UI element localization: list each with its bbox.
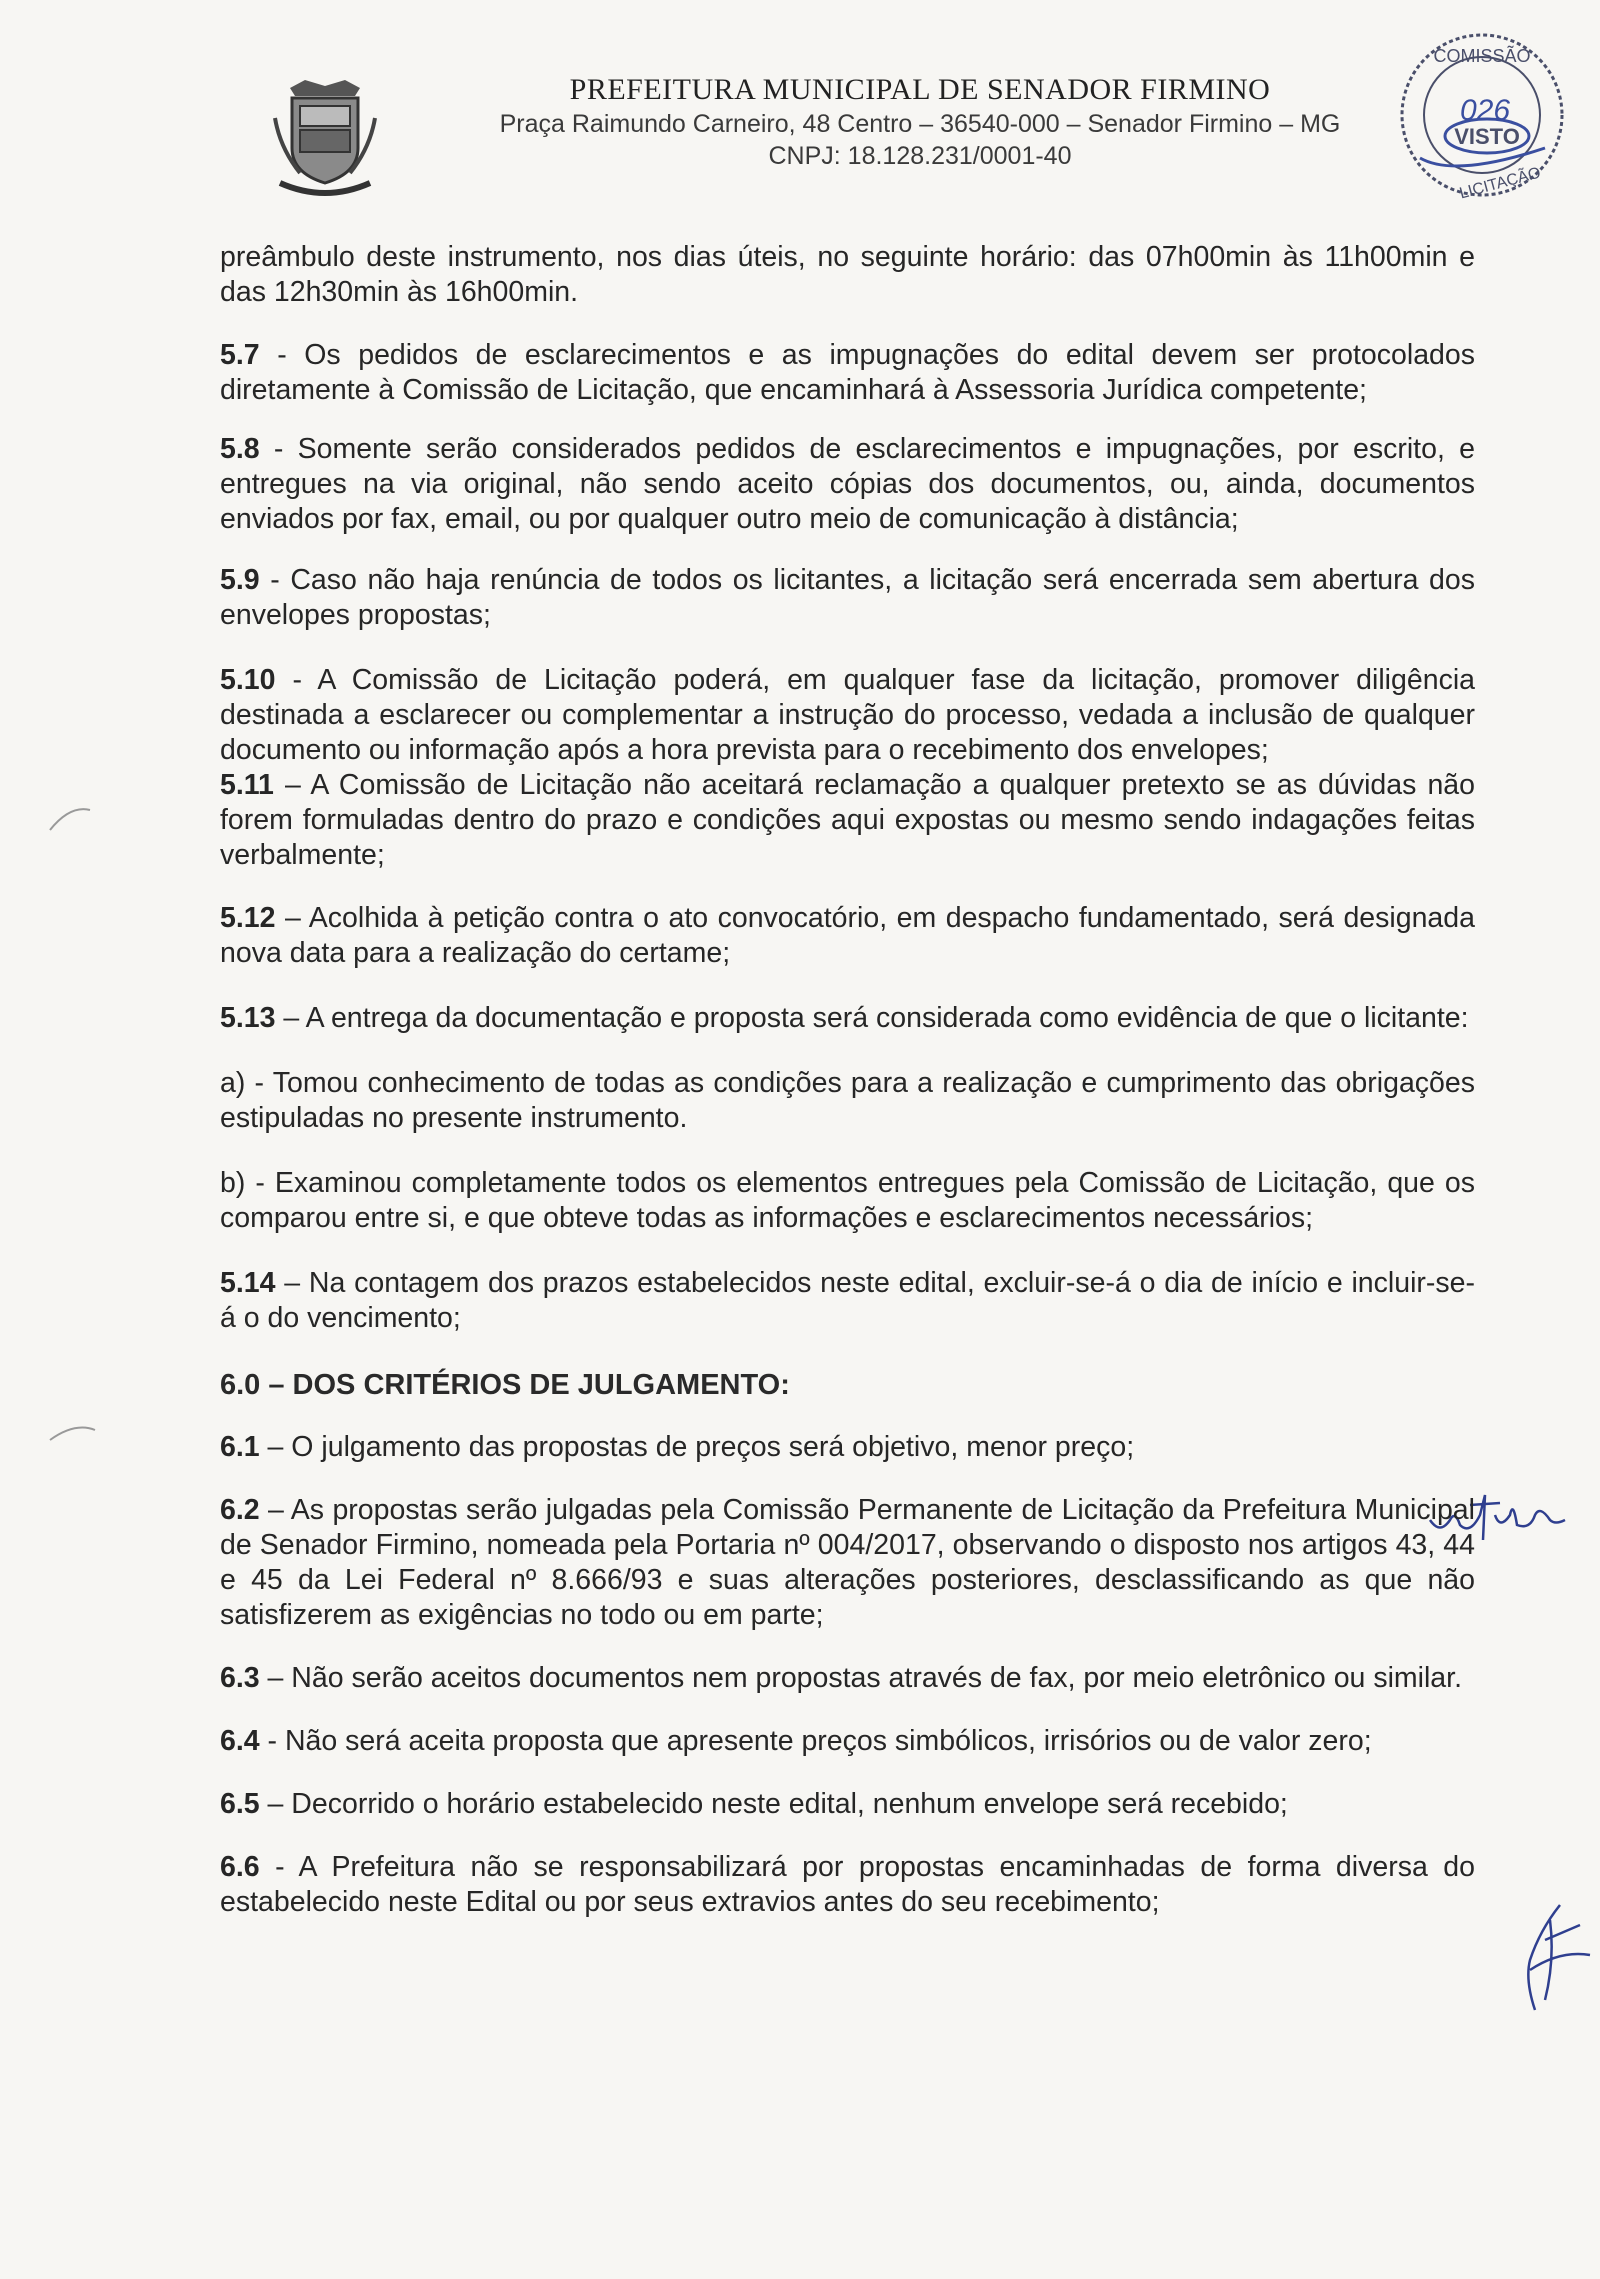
clause-number: 5.8: [220, 433, 260, 465]
clause-number: 5.9: [220, 564, 260, 596]
clause-6-5: [220, 1787, 1475, 1822]
clause-5-8: [220, 432, 1475, 537]
svg-text:VISTO: VISTO: [1454, 124, 1520, 149]
clause-number: 5.10: [220, 664, 276, 696]
clause-5-10: [220, 663, 1475, 768]
clause-text: b) - Examinou completamente todos os elementos entregues pela Comissão de Licitação, que os comparou entre si, e que obteve todas as informações e esclarecimentos necessários;: [220, 1167, 1475, 1234]
organization-name: PREFEITURA MUNICIPAL DE SENADOR FIRMINO: [569, 73, 1271, 106]
clause-text: - Caso não haja renúncia de todos os licitantes, a licitação será encerrada sem abertura dos envelopes propostas;: [220, 564, 1475, 631]
clause-text: - Somente serão considerados pedidos de esclarecimentos e impugnações, por escrito, e entregues na via original, não sendo aceito cópias dos documentos, ou, ainda, documentos enviados por fax, email, ou por qualquer outro meio de comunicação à distância;: [220, 433, 1475, 535]
organization-cnpj: CNPJ: 18.128.231/0001-40: [768, 142, 1072, 170]
margin-mark: [40, 800, 100, 840]
margin-mark: [40, 1420, 100, 1450]
clause-number: 5.12: [220, 902, 276, 934]
clause-number: 5.13: [220, 1002, 276, 1034]
clause-number: 5.7: [220, 339, 260, 371]
handwritten-signature: [1500, 1900, 1595, 2020]
clause-number: 5.14: [220, 1267, 276, 1299]
clause-number: 6.4: [220, 1725, 260, 1757]
municipal-crest-icon: [270, 78, 380, 198]
clause-number: 5.11: [220, 769, 274, 801]
svg-text:COMISSÃO: COMISSÃO: [1433, 46, 1531, 66]
clause-6-1: [220, 1430, 1475, 1465]
document-body: [220, 240, 1475, 1920]
commission-stamp: [1395, 28, 1570, 203]
svg-text:LICITAÇÃO: LICITAÇÃO: [1457, 164, 1543, 203]
subitem-a: [220, 1066, 1475, 1136]
clause-text: - A Prefeitura não se responsabilizará por propostas encaminhadas de forma diversa do estabelecido neste Edital ou por seus extravios antes do seu recebimento;: [220, 1851, 1475, 1918]
clause-text: – Não serão aceitos documentos nem propostas através de fax, por meio eletrônico ou similar.: [259, 1662, 1462, 1694]
clause-text: a) - Tomou conhecimento de todas as condições para a realização e cumprimento das obrigações estipuladas no presente instrumento.: [220, 1067, 1475, 1134]
clause-6-3: [220, 1661, 1475, 1696]
clause-number: 6.5: [220, 1788, 260, 1820]
paragraph-preamble: [220, 240, 1475, 310]
svg-text:026: 026: [1459, 94, 1511, 127]
clause-text: – Decorrido o horário estabelecido neste edital, nenhum envelope será recebido;: [259, 1788, 1288, 1820]
clause-5-7: [220, 338, 1475, 408]
clause-number: 6.2: [220, 1494, 260, 1526]
clause-5-14: [220, 1266, 1475, 1336]
clause-number: 6.6: [220, 1851, 260, 1883]
clause-6-4: [220, 1724, 1475, 1759]
clause-5-11: [220, 768, 1475, 873]
clause-number: 6.1: [220, 1431, 260, 1463]
clause-text: – Acolhida à petição contra o ato convocatório, em despacho fundamentado, será designada nova data para a realização do certame;: [220, 902, 1475, 969]
clause-text: - A Comissão de Licitação poderá, em qualquer fase da licitação, promover diligência destinada a esclarecer ou complementar a instrução do processo, vedada a inclusão de qualquer documento ou informação após a hora prevista para o recebimento dos envelopes;: [220, 664, 1475, 766]
clause-6-2: [220, 1493, 1475, 1633]
clause-text: – A entrega da documentação e proposta será considerada como evidência de que o licitante:: [275, 1002, 1469, 1034]
section-title: 6.0 – DOS CRITÉRIOS DE JULGAMENTO:: [220, 1369, 790, 1401]
clause-number: 6.3: [220, 1662, 260, 1694]
subitem-b: [220, 1166, 1475, 1236]
clause-5-13: [220, 1001, 1475, 1036]
clause-text: - Os pedidos de esclarecimentos e as impugnações do edital devem ser protocolados diretamente à Comissão de Licitação, que encaminhará à Assessoria Jurídica competente;: [220, 339, 1475, 406]
letterhead: [430, 72, 1410, 172]
clause-text: – O julgamento das propostas de preços será objetivo, menor preço;: [259, 1431, 1135, 1463]
clause-6-6: [220, 1850, 1475, 1920]
paragraph-text: preâmbulo deste instrumento, nos dias úteis, no seguinte horário: das 07h00min às 11h00min e das 12h30min às 16h00min.: [220, 241, 1475, 308]
clause-text: – A Comissão de Licitação não aceitará reclamação a qualquer pretexto se as dúvidas não forem formuladas dentro do prazo e condições aqui expostas ou mesmo sendo indagações feitas verbalmente;: [220, 769, 1475, 871]
clause-text: – As propostas serão julgadas pela Comissão Permanente de Licitação da Prefeitura Municipal de Senador Firmino, nomeada pela Portaria nº 004/2017, observando o disposto nos artigos 43, 44 e 45 da Lei Federal nº 8.666/93 e suas alterações posteriores, desclassificando as que não satisfizerem as exigências no todo ou em parte;: [220, 1494, 1475, 1631]
clause-text: - Não será aceita proposta que apresente preços simbólicos, irrisórios ou de valor zero;: [259, 1725, 1372, 1757]
organization-address: Praça Raimundo Carneiro, 48 Centro – 36540-000 – Senador Firmino – MG: [499, 110, 1341, 138]
clause-5-9: [220, 563, 1475, 633]
clause-text: – Na contagem dos prazos estabelecidos neste edital, excluir-se-á o dia de início e incluir-se-á o do vencimento;: [220, 1267, 1475, 1334]
clause-5-12: [220, 901, 1475, 971]
